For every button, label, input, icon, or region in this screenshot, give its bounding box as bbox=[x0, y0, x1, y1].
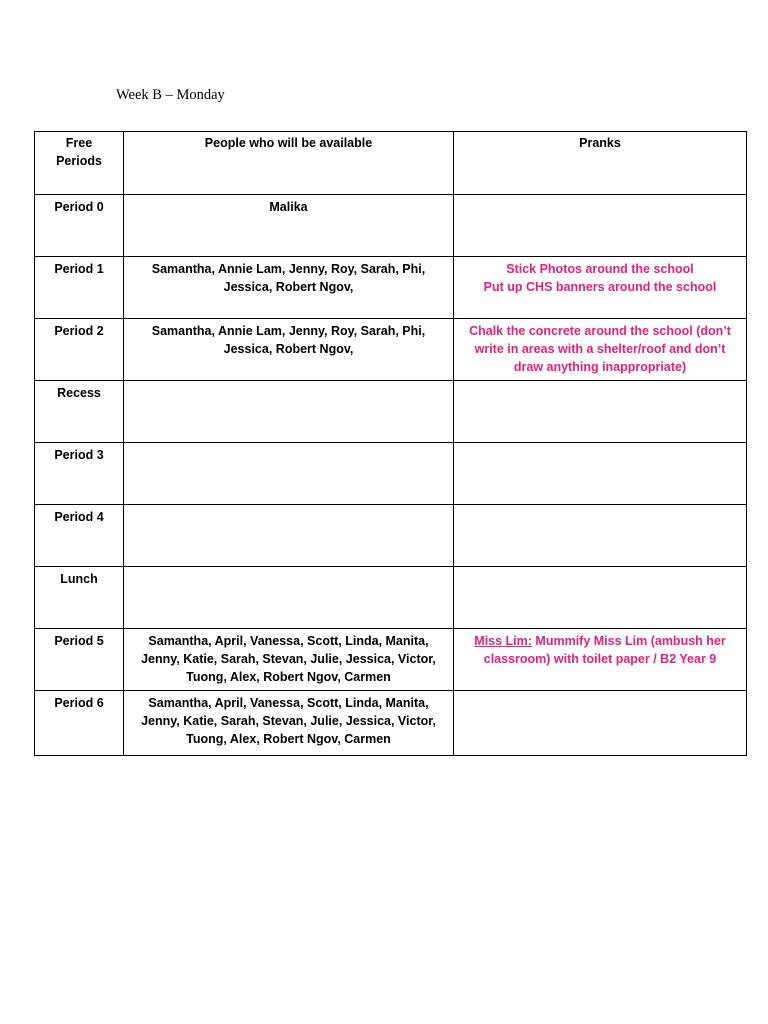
header-pranks: Pranks bbox=[454, 132, 747, 195]
people-cell bbox=[124, 381, 454, 443]
prank-cell bbox=[454, 505, 747, 567]
table-row bbox=[35, 567, 747, 629]
prank-target: Miss Lim: bbox=[474, 634, 532, 648]
period-label: Period 3 bbox=[35, 443, 124, 505]
table-row bbox=[35, 257, 747, 319]
table-row bbox=[35, 319, 747, 381]
table-row bbox=[35, 505, 747, 567]
period-label: Period 5 bbox=[35, 629, 124, 691]
prank-cell: Stick Photos around the school Put up CHS banners around the school bbox=[454, 257, 747, 319]
people-cell bbox=[124, 443, 454, 505]
people-cell: Malika bbox=[124, 195, 454, 257]
table-row bbox=[35, 195, 747, 257]
table-row bbox=[35, 629, 747, 691]
period-label: Period 1 bbox=[35, 257, 124, 319]
prank-cell: Chalk the concrete around the school (don’t write in areas with a shelter/roof and don’t draw anything inappropriate) bbox=[454, 319, 747, 381]
period-label: Lunch bbox=[35, 567, 124, 629]
period-label: Recess bbox=[35, 381, 124, 443]
period-label: Period 2 bbox=[35, 319, 124, 381]
table-row bbox=[35, 381, 747, 443]
prank-cell: Miss Lim: Mummify Miss Lim (ambush her classroom) with toilet paper / B2 Year 9 bbox=[454, 629, 747, 691]
table-row bbox=[35, 691, 747, 756]
prank-cell bbox=[454, 195, 747, 257]
page-title: Week B – Monday bbox=[116, 87, 225, 103]
people-cell bbox=[124, 567, 454, 629]
period-label: Period 4 bbox=[35, 505, 124, 567]
period-label: Period 0 bbox=[35, 195, 124, 257]
people-cell: Samantha, Annie Lam, Jenny, Roy, Sarah, Phi, Jessica, Robert Ngov, bbox=[124, 319, 454, 381]
prank-cell bbox=[454, 381, 747, 443]
prank-cell bbox=[454, 567, 747, 629]
table-header-row bbox=[35, 132, 747, 195]
prank-cell bbox=[454, 691, 747, 756]
people-cell: Samantha, April, Vanessa, Scott, Linda, Manita, Jenny, Katie, Sarah, Stevan, Julie, Jessica, Victor, Tuong, Alex, Robert Ngov, Carmen bbox=[124, 629, 454, 691]
people-cell bbox=[124, 505, 454, 567]
people-cell: Samantha, Annie Lam, Jenny, Roy, Sarah, Phi, Jessica, Robert Ngov, bbox=[124, 257, 454, 319]
period-label: Period 6 bbox=[35, 691, 124, 756]
prank-cell bbox=[454, 443, 747, 505]
header-people-available: People who will be available bbox=[124, 132, 454, 195]
header-free-periods: Free Periods bbox=[35, 132, 124, 195]
table-row bbox=[35, 443, 747, 505]
people-cell: Samantha, April, Vanessa, Scott, Linda, Manita, Jenny, Katie, Sarah, Stevan, Julie, Jessica, Victor, Tuong, Alex, Robert Ngov, Carmen bbox=[124, 691, 454, 756]
schedule-table bbox=[34, 131, 747, 756]
